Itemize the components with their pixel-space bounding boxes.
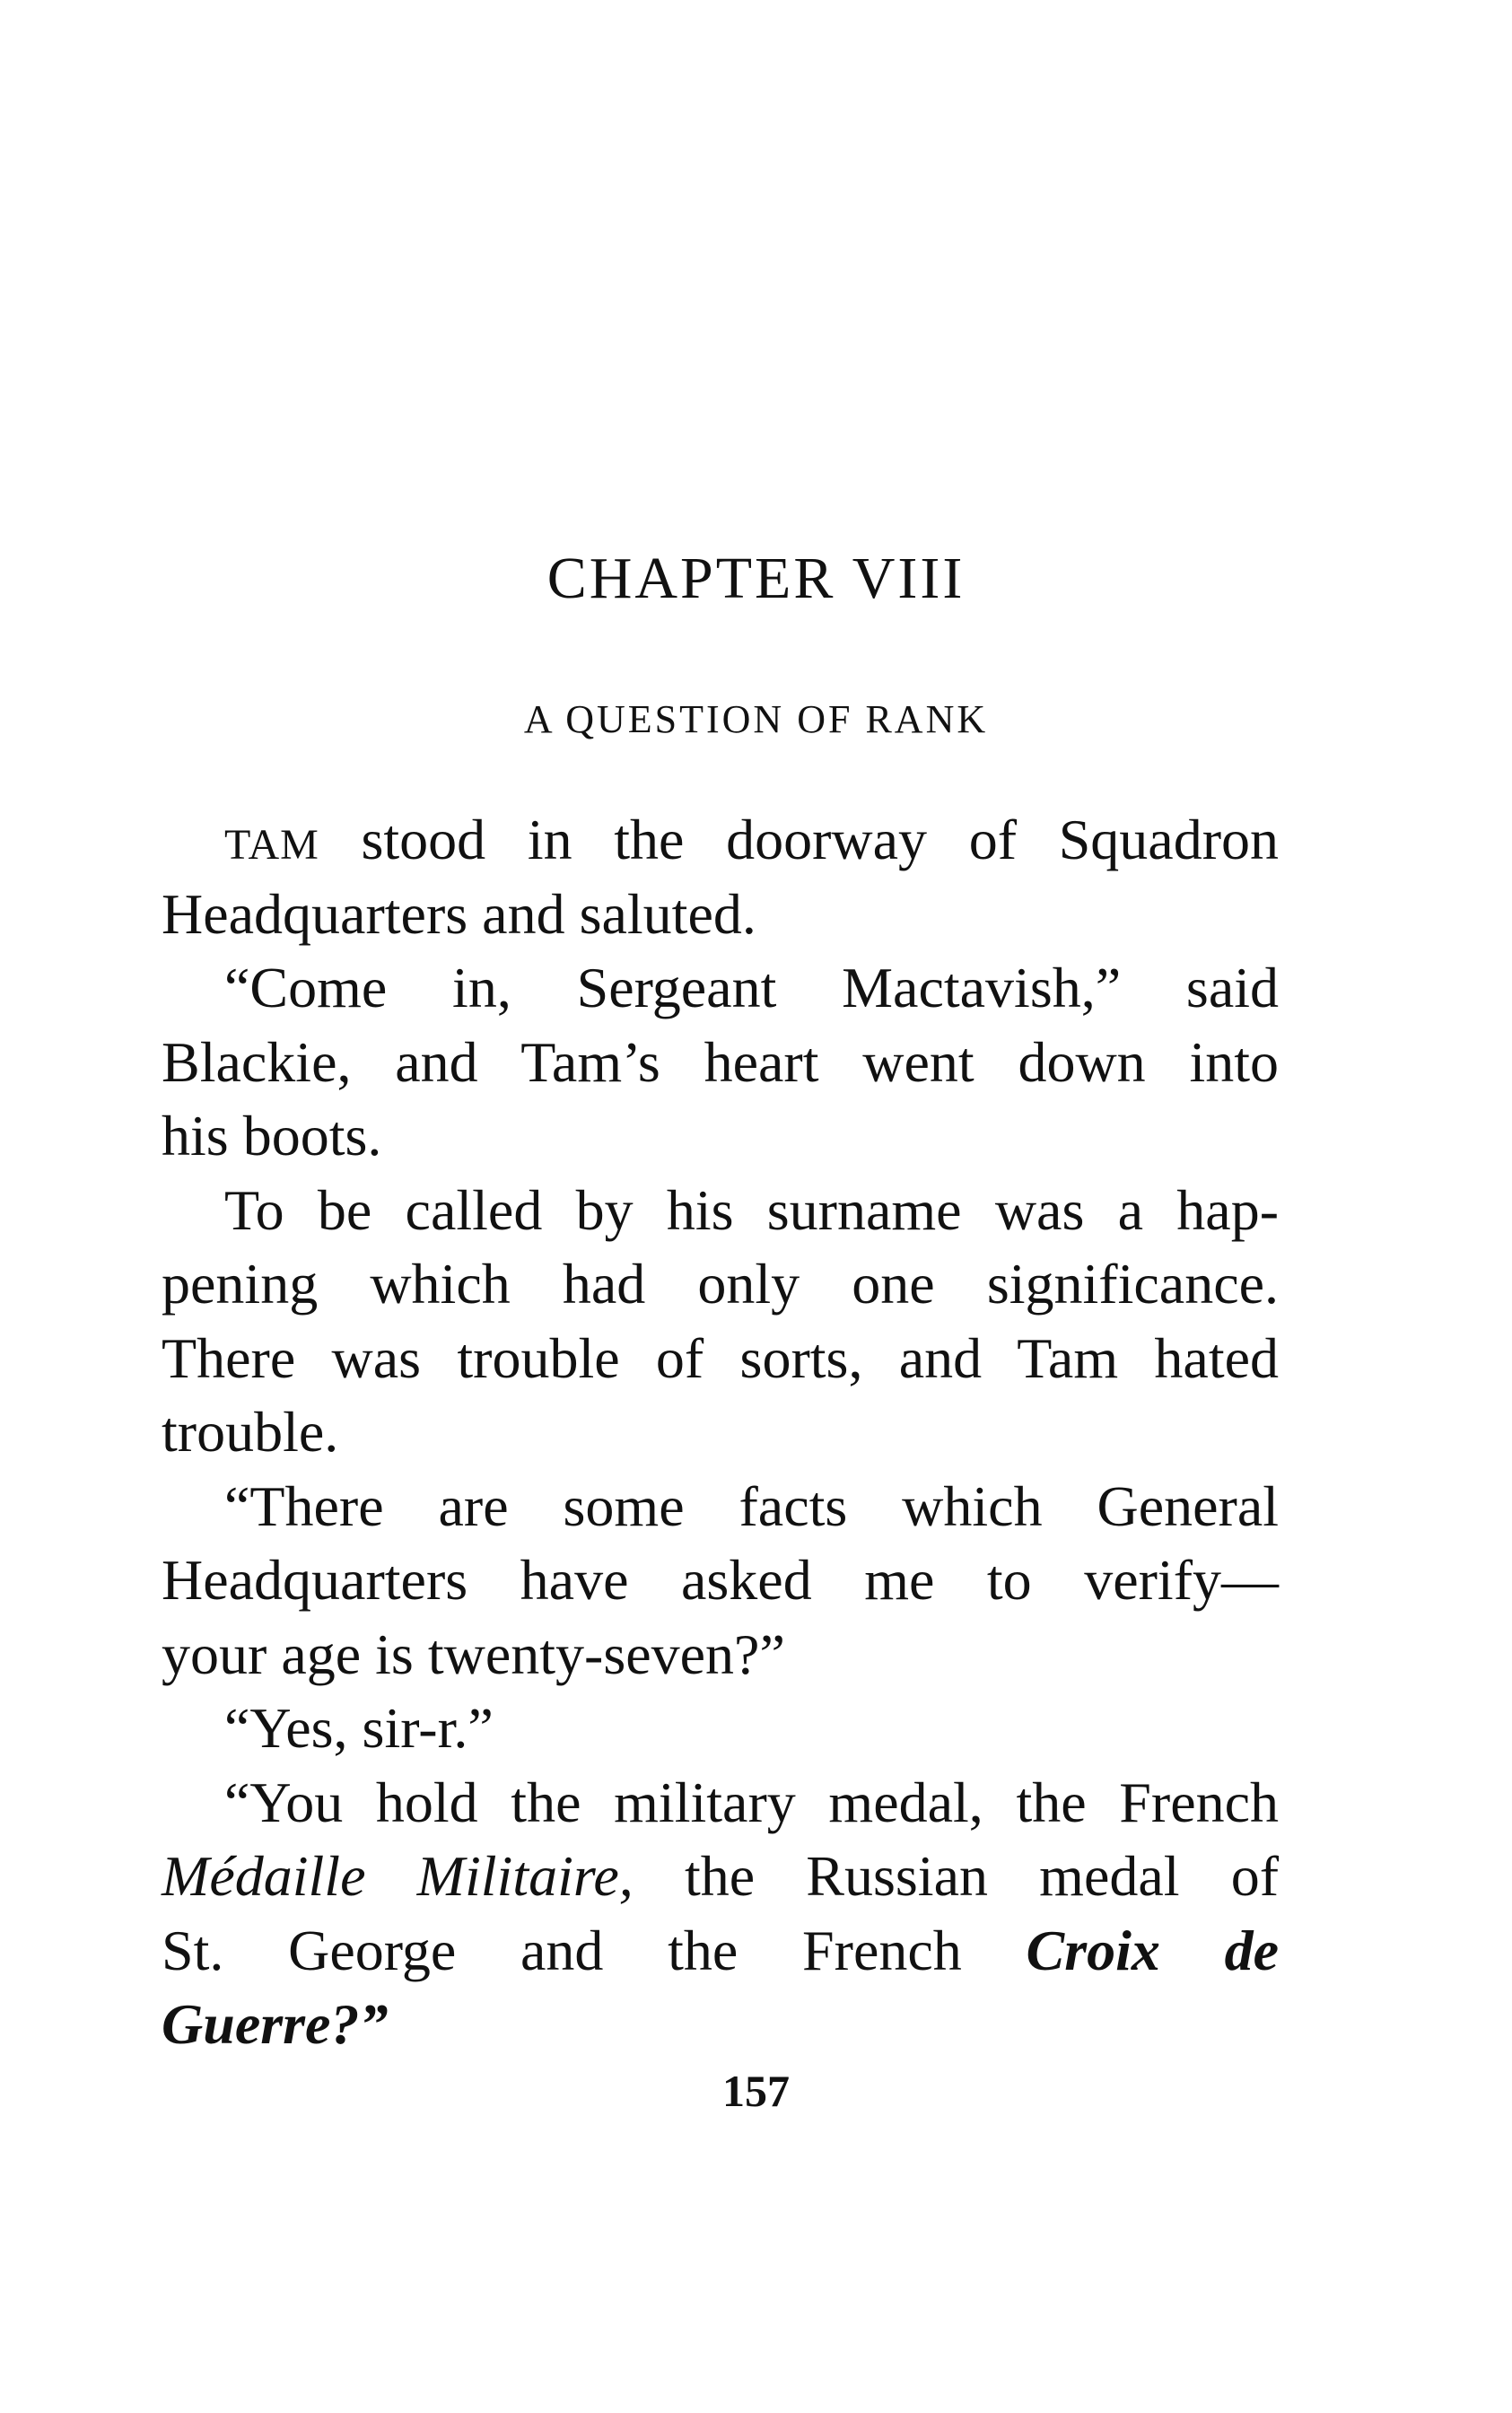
text-span: St. George and the French xyxy=(162,1918,1027,1982)
text-line: “Yes, sir-r.” xyxy=(224,1696,494,1760)
text-line: “You hold the military medal, the French xyxy=(224,1770,1279,1834)
chapter-number: CHAPTER VIII xyxy=(546,546,966,611)
text-span: stood in the doorway of Squadron xyxy=(319,808,1279,871)
bold-italic-span: Guerre?” xyxy=(162,1992,389,2056)
text-line: Headquarters have asked me to verify— xyxy=(162,1548,1279,1612)
page-number: 157 xyxy=(722,2066,790,2116)
chapter-title: A QUESTION OF RANK xyxy=(523,697,989,741)
text-line: “There are some facts which General xyxy=(224,1473,1279,1538)
text-line: “Come in, Sergeant Mactavish,” said xyxy=(224,956,1279,1019)
text-line xyxy=(162,1840,1279,1914)
text-line: There was trouble of sorts, and Tam hated xyxy=(162,1325,1279,1390)
italic-span: Médaille Militaire, xyxy=(162,1844,634,1908)
text-span: the Russian medal of xyxy=(633,1844,1280,1908)
text-line xyxy=(162,803,1279,878)
bold-italic-span: Croix de xyxy=(1026,1918,1280,1982)
body-text xyxy=(162,803,1279,2062)
text-line: his boots. xyxy=(162,1104,382,1167)
text-line: your age is twenty-seven?” xyxy=(162,1622,785,1686)
text-line: trouble. xyxy=(162,1400,339,1464)
text-line: Blackie, and Tam’s heart went down into xyxy=(162,1029,1279,1094)
text-line: Headquarters and saluted. xyxy=(162,881,756,946)
text-line: To be called by his surname was a hap- xyxy=(224,1177,1279,1242)
drop-word: TAM xyxy=(224,821,319,869)
text-line: pening which had only one significance. xyxy=(162,1252,1279,1316)
text-line xyxy=(162,1914,1279,1989)
text-line xyxy=(162,1988,1279,2062)
